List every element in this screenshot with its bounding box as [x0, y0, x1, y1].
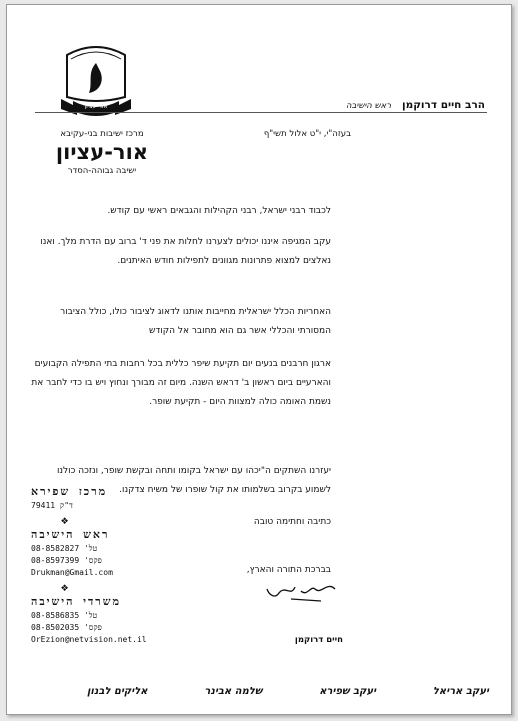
svg-text:אור-עציון: אור-עציון — [84, 103, 108, 110]
rosh-email: Drukman@Gmail.com — [31, 568, 113, 577]
header-rav-name — [346, 99, 485, 111]
logo-title: אור-עציון — [55, 140, 149, 164]
footer-name: שלמה אבינר — [204, 686, 263, 697]
office-heading: משרדי הישיבה — [31, 595, 122, 608]
rosh-fax: פקס' 08-8597399 — [31, 556, 102, 565]
divider-icon: ❖ — [61, 513, 69, 527]
signature-name: חיים דרוקמן — [294, 635, 343, 645]
footer-name: יעקב אריאל — [432, 686, 489, 697]
divider-icon: ❖ — [61, 580, 69, 594]
letter-closing-greeting: כתיבה וחתימה טובה — [253, 517, 331, 527]
logo-subtitle-bottom: ישיבה גבוהה-הסדר — [67, 166, 137, 176]
rav-name: הרב חיים דרוקמן — [402, 99, 485, 111]
rosh-yeshiva-heading: ראש הישיבה — [31, 528, 110, 541]
letter-paragraph-2: האחריות הכלל ישראלית מחייבות אותנו לדאוג לציבור כולו, כולל הציבור המסורתי והכללי אשר גם הוא מחובר אל הקודש — [60, 307, 331, 336]
header-divider — [35, 112, 487, 113]
yeshiva-emblem-logo — [57, 35, 135, 121]
handwritten-signature — [261, 575, 341, 615]
office-email: OrEzion@netvision.net.il — [31, 635, 147, 644]
center-title: מרכז שפירא — [31, 485, 108, 498]
letter-addressee: לכבוד רבני ישראל, רבני הקהילות והגבאים ראשי עם קודש. — [107, 206, 331, 216]
letter-paragraph-4: יעזרנו השתקים ה"יכהו עם ישראל בקומו ותחה ובקשת שופר, ונזכה כולנו לשמוע בקרוב בשלמותו את קול שופרו של משיח צדקנו. — [56, 466, 331, 495]
letter-date: בעזה"י, י"ט אלול תשי"ף — [263, 129, 351, 139]
office-fax: פקס' 08-8502035 — [31, 623, 102, 632]
letter-closing-blessing: בברכת התורה והארץ, — [246, 565, 331, 575]
rav-title: ראש הישיבה — [345, 101, 392, 111]
office-phone: טל' 08-8586835 — [31, 611, 98, 620]
footer-name: יעקב שפירא — [319, 686, 377, 697]
letter-paragraph-3: ארגון חרבנים בנעים יום תקיעת שיפר כללית בכל רחבות בתי התפילה הקבועים והארעיים ביום ראשון ב' דראש השנה. מיום זה מבורך ונחוץ ויש בו כדי לחבר את נשמת האומה כולה למצוות היום - תקיעת שופר. — [31, 359, 331, 407]
letter-page — [6, 4, 512, 715]
zip-code: ד"ק 79411 — [31, 501, 73, 510]
footer-names — [87, 686, 489, 697]
contact-sidebar — [31, 485, 147, 646]
letter-paragraph-1: עקב המגיפה איננו יכולים לצערנו לחלות את פני ד' ברוב עם הדרת מלך. ואנו נאלצים למצוא פתרונות מגוונים לתפילות חודש האיתנים. — [40, 237, 331, 266]
rosh-phone: טל' 08-8582827 — [31, 544, 98, 553]
logo-subtitle-top: מרכז ישיבות בני-עקיבא — [60, 129, 144, 139]
footer-name: אליקים לבנון — [87, 686, 148, 697]
